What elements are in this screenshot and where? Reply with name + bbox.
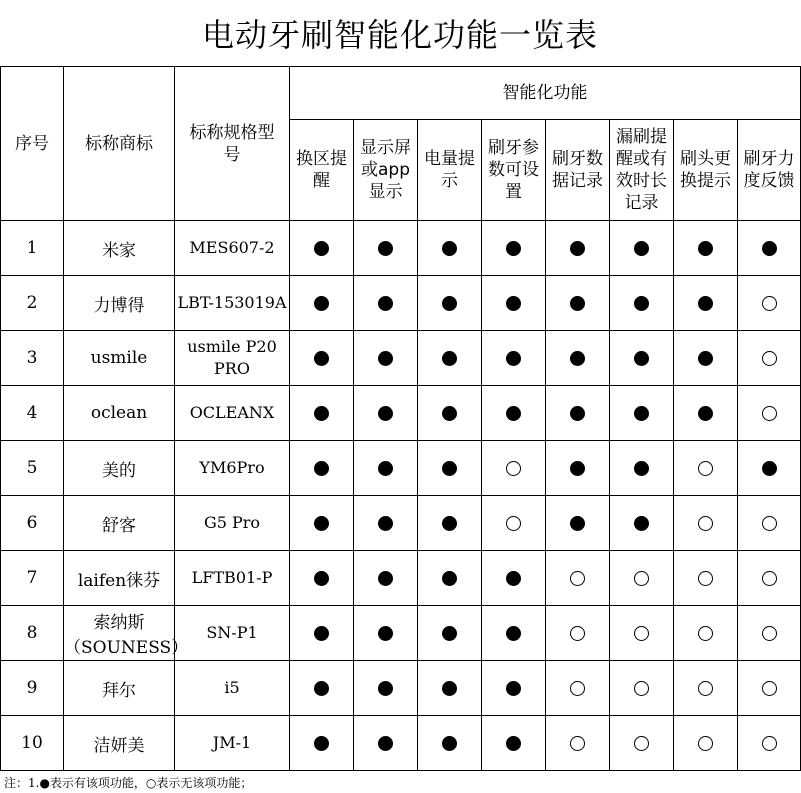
feature-cell [738, 716, 801, 771]
table-row [1, 441, 801, 496]
filled-circle-icon [378, 241, 393, 256]
feature-cell [290, 331, 354, 386]
feature-cell [546, 331, 610, 386]
filled-circle-icon [634, 406, 649, 421]
table-row [1, 221, 801, 276]
row-model: G5 Pro [175, 496, 290, 551]
row-model: OCLEANX [175, 386, 290, 441]
feature-cell [546, 661, 610, 716]
empty-circle-icon [698, 626, 713, 641]
feature-cell [610, 496, 674, 551]
empty-circle-icon [506, 516, 521, 531]
feature-cell [354, 661, 418, 716]
filled-circle-icon [570, 241, 585, 256]
filled-circle-icon [378, 351, 393, 366]
feature-cell [674, 221, 738, 276]
filled-circle-icon [570, 406, 585, 421]
feature-cell [546, 496, 610, 551]
row-seq: 4 [1, 386, 64, 441]
filled-circle-icon [314, 296, 329, 311]
empty-circle-icon [506, 461, 521, 476]
feature-cell [354, 716, 418, 771]
feature-cell [482, 496, 546, 551]
feature-cell [290, 606, 354, 661]
filled-circle-icon [314, 516, 329, 531]
feature-cell [610, 441, 674, 496]
feature-cell [354, 496, 418, 551]
empty-circle-icon [698, 461, 713, 476]
feature-cell [418, 716, 482, 771]
row-model: SN-P1 [175, 606, 290, 661]
header-brand: 标称商标 [64, 67, 175, 221]
empty-circle-icon [570, 626, 585, 641]
feature-cell [546, 551, 610, 606]
table-row [1, 386, 801, 441]
feature-cell [482, 551, 546, 606]
row-seq: 2 [1, 276, 64, 331]
empty-circle-icon [762, 626, 777, 641]
feature-cell [674, 716, 738, 771]
feature-cell [610, 716, 674, 771]
filled-circle-icon [506, 681, 521, 696]
feature-cell [290, 661, 354, 716]
filled-circle-icon [762, 241, 777, 256]
filled-circle-icon [442, 241, 457, 256]
feature-cell [738, 386, 801, 441]
filled-circle-icon [442, 626, 457, 641]
filled-circle-icon [506, 351, 521, 366]
feature-cell [546, 221, 610, 276]
filled-circle-icon [634, 516, 649, 531]
filled-circle-icon [762, 461, 777, 476]
filled-circle-icon [378, 571, 393, 586]
filled-circle-icon [442, 461, 457, 476]
table-row [1, 661, 801, 716]
filled-circle-icon [378, 406, 393, 421]
feature-cell [738, 496, 801, 551]
empty-circle-icon [762, 406, 777, 421]
filled-circle-icon [378, 461, 393, 476]
filled-circle-icon [314, 736, 329, 751]
feature-cell [482, 606, 546, 661]
filled-circle-icon [314, 351, 329, 366]
feature-cell [482, 716, 546, 771]
empty-circle-icon [698, 571, 713, 586]
feature-cell [354, 221, 418, 276]
filled-circle-icon [506, 241, 521, 256]
row-seq: 6 [1, 496, 64, 551]
feature-cell [418, 496, 482, 551]
feature-cell [674, 661, 738, 716]
table-row [1, 331, 801, 386]
filled-circle-icon [570, 461, 585, 476]
filled-circle-icon [378, 626, 393, 641]
table-row [1, 606, 801, 661]
row-brand: 洁妍美 [64, 716, 175, 771]
row-brand: usmile [64, 331, 175, 386]
feature-cell [290, 496, 354, 551]
feature-cell [610, 331, 674, 386]
feature-cell [610, 386, 674, 441]
empty-circle-icon [762, 736, 777, 751]
row-brand: 美的 [64, 441, 175, 496]
footnote: 注：1.●表示有该项功能，○表示无该项功能； [4, 776, 253, 790]
filled-circle-icon [506, 626, 521, 641]
feature-cell [354, 386, 418, 441]
row-model: YM6Pro [175, 441, 290, 496]
table-row [1, 276, 801, 331]
filled-circle-icon [698, 296, 713, 311]
row-model: MES607-2 [175, 221, 290, 276]
filled-circle-icon [378, 681, 393, 696]
filled-circle-icon [634, 296, 649, 311]
table-row [1, 716, 801, 771]
feature-cell [482, 221, 546, 276]
feature-cell [674, 606, 738, 661]
filled-circle-icon [570, 351, 585, 366]
filled-circle-icon [506, 296, 521, 311]
feature-cell [482, 661, 546, 716]
filled-circle-icon [314, 626, 329, 641]
header-feature: 显示屏或app显示 [354, 120, 418, 221]
header-feature: 电量提示 [418, 120, 482, 221]
filled-circle-icon [634, 461, 649, 476]
empty-circle-icon [762, 516, 777, 531]
header-feature: 换区提醒 [290, 120, 354, 221]
filled-circle-icon [314, 406, 329, 421]
feature-cell [738, 221, 801, 276]
feature-cell [738, 606, 801, 661]
feature-cell [290, 716, 354, 771]
feature-cell [610, 661, 674, 716]
feature-cell [546, 386, 610, 441]
feature-cell [290, 386, 354, 441]
header-feature: 刷牙数据记录 [546, 120, 610, 221]
feature-cell [482, 441, 546, 496]
feature-cell [546, 606, 610, 661]
feature-cell [418, 441, 482, 496]
filled-circle-icon [506, 571, 521, 586]
feature-cell [482, 386, 546, 441]
row-seq: 7 [1, 551, 64, 606]
header-feature: 刷牙力度反馈 [738, 120, 801, 221]
feature-cell [290, 276, 354, 331]
feature-cell [610, 221, 674, 276]
header-seq: 序号 [1, 67, 64, 221]
header-feature: 刷牙参数可设置 [482, 120, 546, 221]
row-seq: 9 [1, 661, 64, 716]
table-row [1, 496, 801, 551]
empty-circle-icon [634, 626, 649, 641]
filled-circle-icon [506, 406, 521, 421]
filled-circle-icon [314, 461, 329, 476]
feature-cell [418, 661, 482, 716]
feature-cell [290, 221, 354, 276]
feature-cell [674, 551, 738, 606]
feature-cell [610, 276, 674, 331]
filled-circle-icon [378, 296, 393, 311]
filled-circle-icon [698, 351, 713, 366]
row-seq: 10 [1, 716, 64, 771]
empty-circle-icon [762, 571, 777, 586]
row-model: i5 [175, 661, 290, 716]
empty-circle-icon [762, 296, 777, 311]
empty-circle-icon [698, 736, 713, 751]
table-body [1, 221, 801, 771]
filled-circle-icon [442, 296, 457, 311]
feature-cell [354, 331, 418, 386]
row-brand: 力博得 [64, 276, 175, 331]
feature-cell [738, 331, 801, 386]
feature-cell [354, 606, 418, 661]
filled-circle-icon [378, 516, 393, 531]
filled-circle-icon [442, 516, 457, 531]
table-row [1, 551, 801, 606]
filled-circle-icon [442, 351, 457, 366]
empty-circle-icon [698, 681, 713, 696]
feature-cell [674, 441, 738, 496]
feature-cell [418, 551, 482, 606]
row-brand: 拜尔 [64, 661, 175, 716]
empty-circle-icon [570, 681, 585, 696]
row-model: usmile P20 PRO [175, 331, 290, 386]
feature-cell [418, 386, 482, 441]
feature-cell [418, 221, 482, 276]
row-brand: 索纳斯（SOUNESS） [64, 606, 175, 661]
feature-cell [546, 276, 610, 331]
empty-circle-icon [570, 571, 585, 586]
row-model: JM-1 [175, 716, 290, 771]
filled-circle-icon [570, 516, 585, 531]
filled-circle-icon [506, 736, 521, 751]
row-brand: 舒客 [64, 496, 175, 551]
filled-circle-icon [634, 351, 649, 366]
filled-circle-icon [442, 571, 457, 586]
empty-circle-icon [570, 736, 585, 751]
feature-cell [482, 276, 546, 331]
feature-cell [290, 551, 354, 606]
feature-cell [546, 441, 610, 496]
feature-cell [418, 276, 482, 331]
empty-circle-icon [762, 681, 777, 696]
row-brand: oclean [64, 386, 175, 441]
row-model: LBT-153019A [175, 276, 290, 331]
header-feature: 漏刷提醒或有效时长记录 [610, 120, 674, 221]
filled-circle-icon [442, 681, 457, 696]
feature-cell [546, 716, 610, 771]
filled-circle-icon [634, 241, 649, 256]
feature-cell [354, 276, 418, 331]
feature-cell [674, 331, 738, 386]
header-model: 标称规格型号 [175, 67, 290, 221]
filled-circle-icon [570, 296, 585, 311]
feature-cell [354, 551, 418, 606]
feature-cell [674, 496, 738, 551]
feature-cell [610, 606, 674, 661]
filled-circle-icon [698, 406, 713, 421]
feature-cell [290, 441, 354, 496]
header-smart-features: 智能化功能 [290, 67, 801, 120]
empty-circle-icon [762, 351, 777, 366]
row-brand: 米家 [64, 221, 175, 276]
filled-circle-icon [378, 736, 393, 751]
feature-cell [354, 441, 418, 496]
filled-circle-icon [314, 241, 329, 256]
feature-cell [418, 331, 482, 386]
feature-cell [482, 331, 546, 386]
row-brand: laifen徕芬 [64, 551, 175, 606]
empty-circle-icon [698, 516, 713, 531]
feature-table [0, 66, 801, 771]
feature-cell [738, 276, 801, 331]
page-title: 电动牙刷智能化功能一览表 [201, 16, 598, 54]
feature-cell [418, 606, 482, 661]
empty-circle-icon [634, 681, 649, 696]
filled-circle-icon [698, 241, 713, 256]
row-seq: 1 [1, 221, 64, 276]
row-model: LFTB01-P [175, 551, 290, 606]
empty-circle-icon [634, 571, 649, 586]
filled-circle-icon [314, 571, 329, 586]
feature-cell [674, 386, 738, 441]
feature-cell [738, 441, 801, 496]
feature-cell [738, 551, 801, 606]
row-seq: 5 [1, 441, 64, 496]
feature-cell [674, 276, 738, 331]
filled-circle-icon [442, 736, 457, 751]
row-seq: 3 [1, 331, 64, 386]
empty-circle-icon [634, 736, 649, 751]
header-feature: 刷头更换提示 [674, 120, 738, 221]
filled-circle-icon [442, 406, 457, 421]
filled-circle-icon [314, 681, 329, 696]
feature-cell [738, 661, 801, 716]
feature-cell [610, 551, 674, 606]
row-seq: 8 [1, 606, 64, 661]
